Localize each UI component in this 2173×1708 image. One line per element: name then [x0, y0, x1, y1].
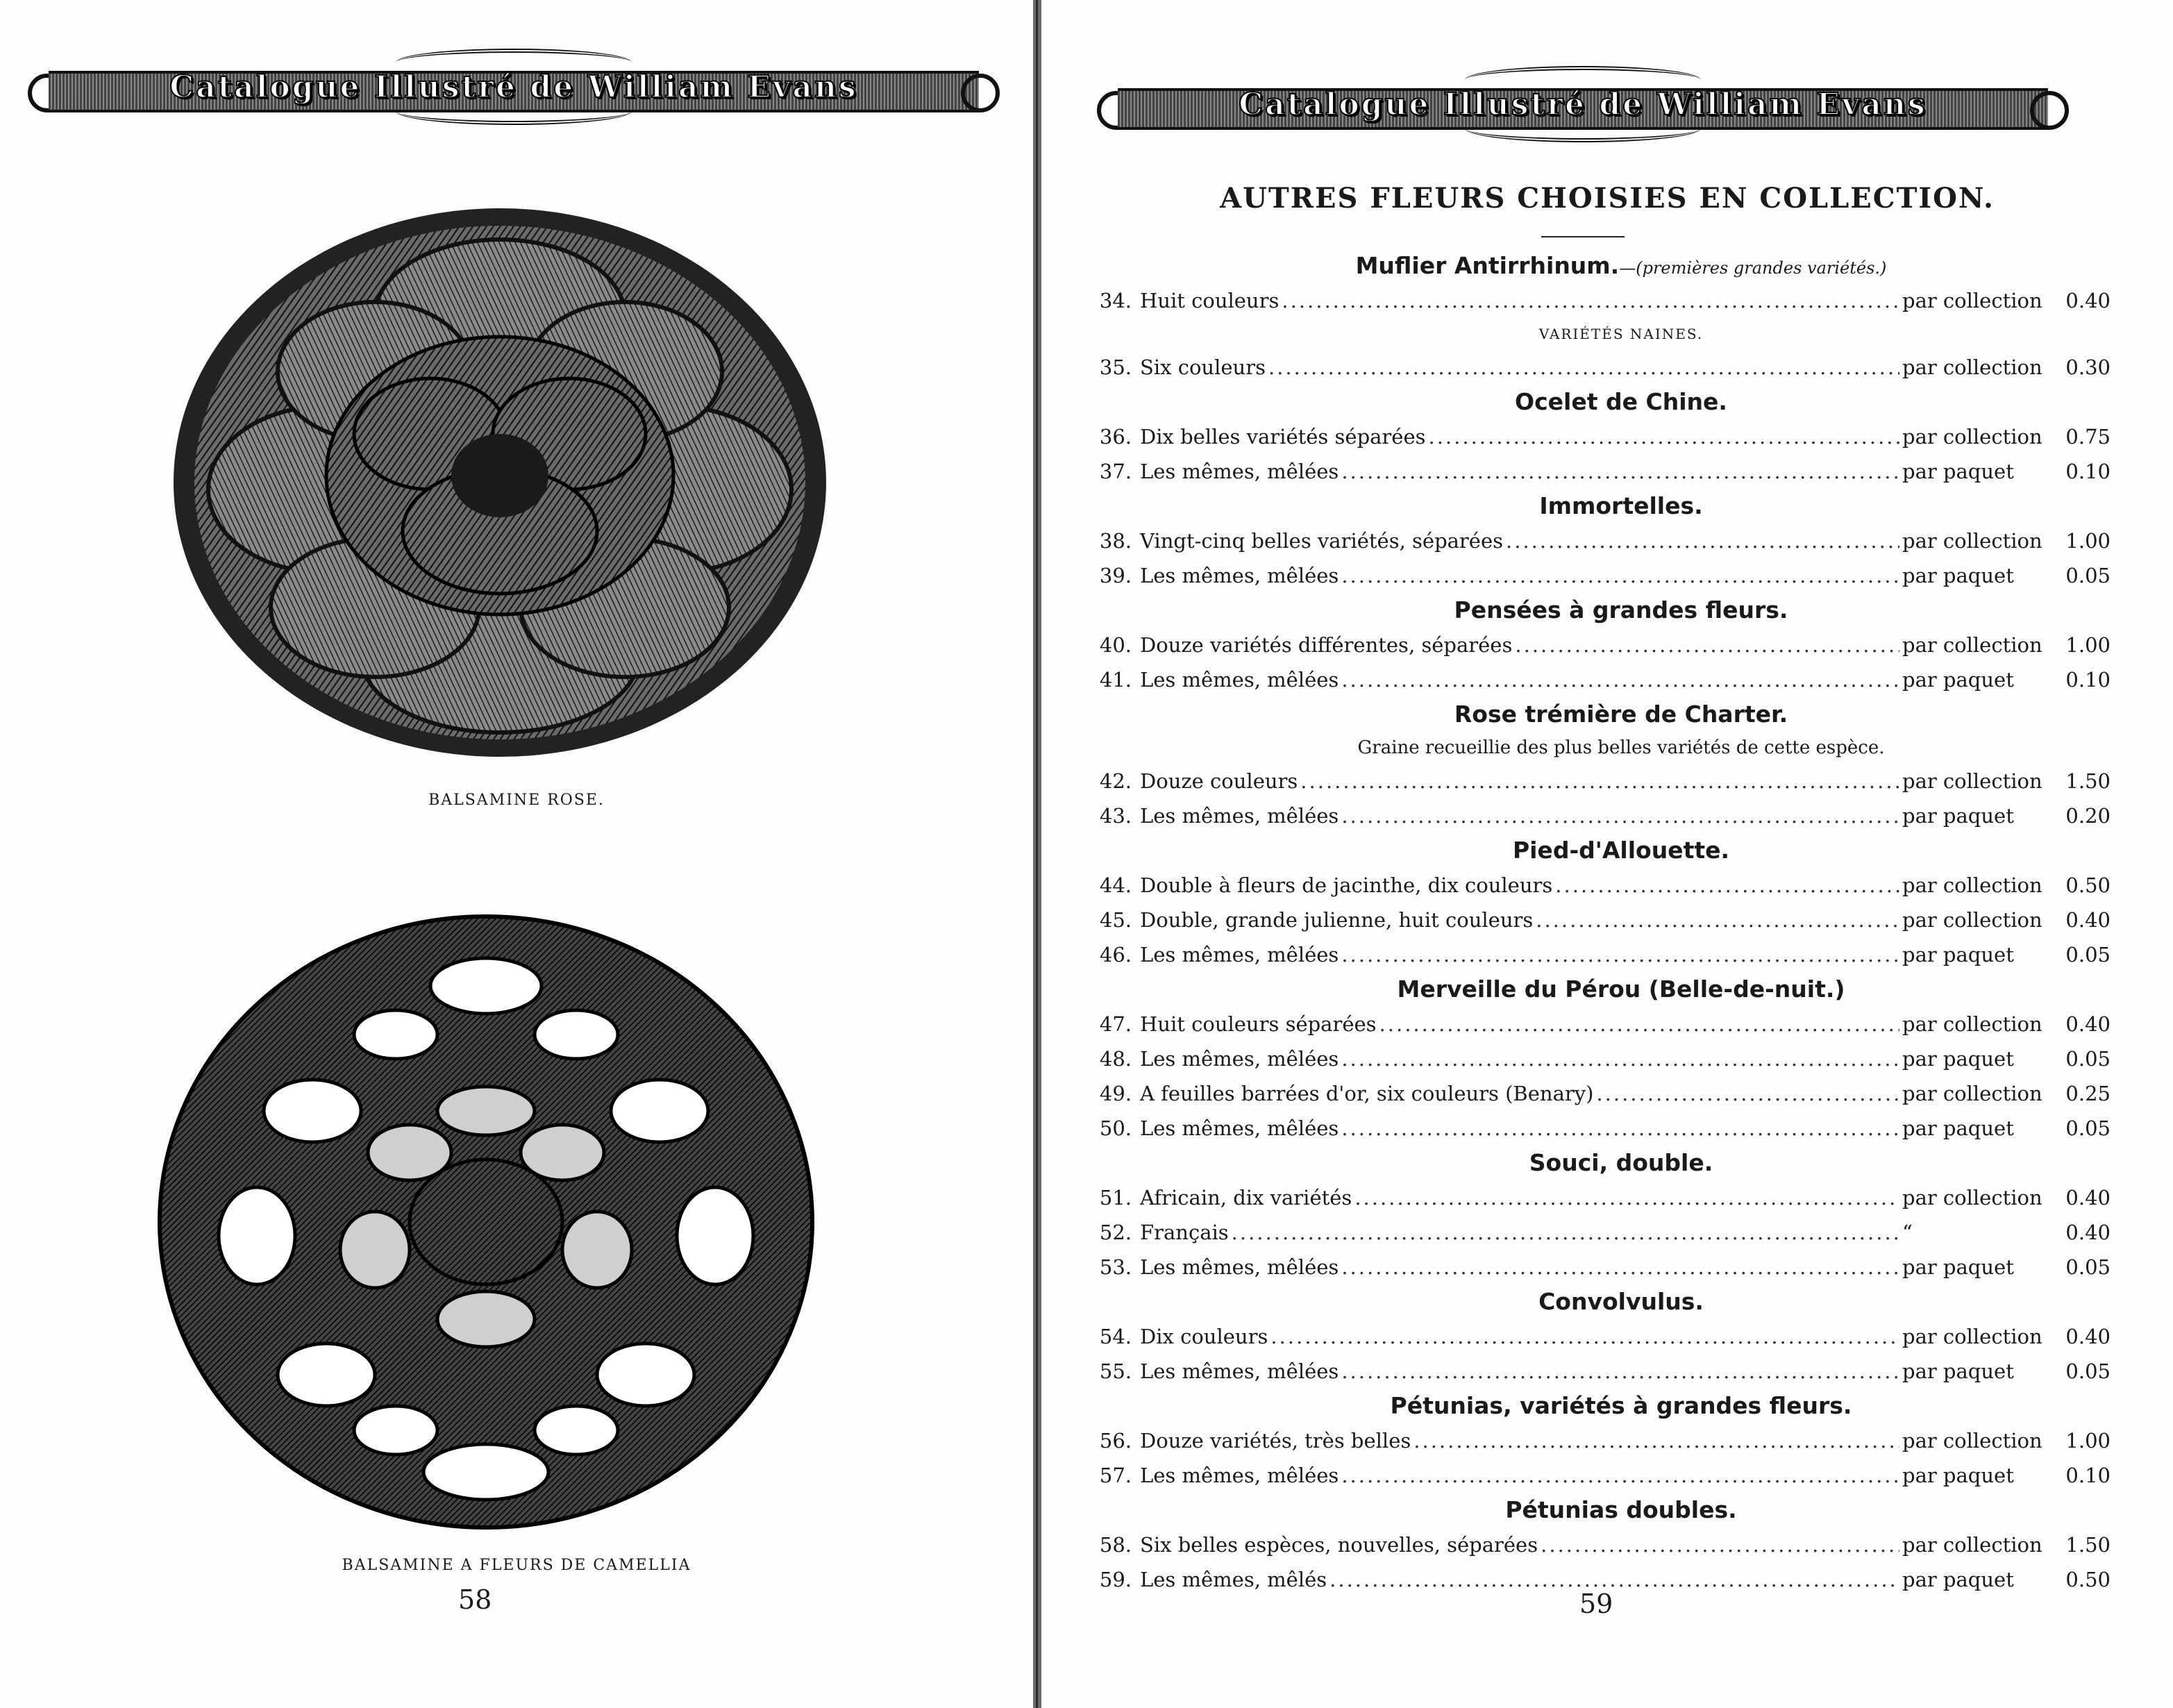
item-number: 40. [1099, 633, 1132, 657]
item-price: 0.05 [2065, 943, 2111, 966]
price-row [1090, 1007, 2111, 1041]
item-number: 37. [1099, 460, 1132, 483]
item-unit: par collection [1902, 1533, 2042, 1557]
item-unit: par collection [1902, 289, 2042, 312]
item-price: 0.05 [2065, 564, 2111, 587]
item-description: Douze variétés différentes, séparées [1140, 633, 1513, 657]
header-title: Catalogue Illustré de William Evans [1239, 86, 1927, 122]
item-price: 0.50 [2065, 873, 2111, 897]
section-heading-text: Merveille du Pérou (Belle-de-nuit.) [1397, 976, 1845, 1003]
item-unit: par collection [1902, 425, 2042, 449]
price-row [1090, 937, 2111, 972]
item-unit: par collection [1902, 633, 2042, 657]
leader-dots [1341, 798, 1899, 833]
balsamine-rose-illustration [167, 198, 833, 767]
item-unit: par collection [1902, 355, 2042, 379]
section-heading [1090, 593, 2111, 628]
section-heading [1090, 833, 2111, 868]
item-number: 51. [1099, 1186, 1132, 1209]
price-row [1090, 1319, 2111, 1354]
item-description: Huit couleurs [1140, 289, 1280, 312]
price-list [1090, 249, 2111, 1597]
item-description: Vingt-cinq belles variétés, séparées [1140, 529, 1503, 553]
section-note: Graine recueillie des plus belles variétés de cette espèce. [1357, 737, 1885, 758]
item-price: 0.30 [2065, 355, 2111, 379]
price-row [1090, 283, 2111, 318]
price-row [1090, 1423, 2111, 1458]
book-gutter [1033, 0, 1041, 1708]
leader-dots [1536, 903, 1899, 937]
section-heading [1090, 489, 2111, 524]
section-note: VARIÉTÉS NAINES. [1538, 326, 1704, 342]
item-number: 47. [1099, 1012, 1132, 1036]
section-heading-text: Pétunias, variétés à grandes fleurs. [1390, 1392, 1852, 1419]
section-heading-text: Rose trémière de Charter. [1454, 701, 1788, 728]
item-description: Les mêmes, mêlées [1140, 1359, 1339, 1383]
item-unit: par paquet [1902, 1568, 2014, 1591]
item-unit: par collection [1902, 1429, 2042, 1452]
item-description: Dix belles variétés séparées [1140, 425, 1426, 449]
leader-dots [1555, 868, 1899, 903]
item-unit: par collection [1902, 908, 2042, 932]
item-description: Six couleurs [1140, 355, 1266, 379]
section-heading-text: Pétunias doubles. [1505, 1496, 1737, 1523]
price-row [1090, 454, 2111, 489]
item-description: Les mêmes, mêlées [1140, 1047, 1339, 1071]
page-number-left: 58 [458, 1584, 492, 1615]
price-row [1090, 1076, 2111, 1111]
item-description: Double, grande julienne, huit couleurs [1140, 908, 1534, 932]
item-price: 0.40 [2065, 1221, 2111, 1244]
section-heading-text: Pensées à grandes fleurs. [1454, 596, 1788, 623]
item-description: Les mêmes, mêlées [1140, 804, 1339, 828]
leader-dots [1329, 1562, 1899, 1597]
item-description: Les mêmes, mêlées [1140, 460, 1339, 483]
item-unit: par paquet [1902, 460, 2014, 483]
item-number: 36. [1099, 425, 1132, 449]
item-price: 0.10 [2065, 668, 2111, 692]
price-row [1090, 1180, 2111, 1215]
header-banner [1097, 66, 2069, 142]
page-title: AUTRES FLEURS CHOISIES EN COLLECTION. [1220, 182, 1995, 215]
leader-dots [1541, 1527, 1899, 1562]
price-row [1090, 1250, 2111, 1284]
item-price: 0.10 [2065, 460, 2111, 483]
leader-dots [1429, 419, 1900, 454]
leader-dots [1341, 1041, 1899, 1076]
item-number: 41. [1099, 668, 1132, 692]
section-heading-text: Ocelet de Chine. [1515, 388, 1727, 415]
item-unit: par paquet [1902, 943, 2014, 966]
leader-dots [1341, 1458, 1899, 1493]
price-row [1090, 798, 2111, 833]
item-unit: par paquet [1902, 564, 2014, 587]
item-unit: par collection [1902, 529, 2042, 553]
balsamine-camellia-illustration [146, 903, 826, 1541]
item-number: 46. [1099, 943, 1132, 966]
leader-dots [1341, 1354, 1899, 1389]
item-price: 0.50 [2065, 1568, 2111, 1591]
section-heading-text: Immortelles. [1539, 492, 1703, 519]
item-description: Dix couleurs [1140, 1325, 1268, 1348]
section-heading [1090, 697, 2111, 732]
item-description: Les mêmes, mêlées [1140, 1116, 1339, 1140]
price-row [1090, 419, 2111, 454]
item-unit: par paquet [1902, 1464, 2014, 1487]
header-banner [28, 49, 1000, 125]
item-description: Huit couleurs séparées [1140, 1012, 1377, 1036]
price-row [1090, 1458, 2111, 1493]
item-price: 0.40 [2065, 289, 2111, 312]
item-number: 48. [1099, 1047, 1132, 1071]
item-price: 1.50 [2065, 1533, 2111, 1557]
item-number: 58. [1099, 1533, 1132, 1557]
section-subtitle: —(premières grandes variétés.) [1619, 258, 1887, 278]
section-heading [1090, 1389, 2111, 1423]
item-unit: par paquet [1902, 668, 2014, 692]
item-description: Les mêmes, mêlées [1140, 943, 1339, 966]
price-row [1090, 662, 2111, 697]
title-rule [1541, 236, 1625, 237]
item-price: 0.25 [2065, 1082, 2111, 1105]
item-price: 0.05 [2065, 1359, 2111, 1383]
price-row [1090, 1215, 2111, 1250]
item-number: 56. [1099, 1429, 1132, 1452]
item-number: 50. [1099, 1116, 1132, 1140]
item-unit: par paquet [1902, 1255, 2014, 1279]
section-heading [1090, 1146, 2111, 1180]
leader-dots [1268, 350, 1899, 385]
item-unit: par collection [1902, 1082, 2042, 1105]
leader-dots [1341, 454, 1899, 489]
caption-balsamine-camellia: BALSAMINE A FLEURS DE CAMELLIA [342, 1557, 691, 1574]
item-unit: “ [1902, 1221, 1913, 1244]
item-number: 42. [1099, 769, 1132, 793]
item-unit: par collection [1902, 1186, 2042, 1209]
item-number: 59. [1099, 1568, 1132, 1591]
section-heading [1090, 385, 2111, 419]
section-heading-text: Muflier Antirrhinum. [1355, 252, 1620, 279]
item-price: 0.05 [2065, 1116, 2111, 1140]
scroll-ornament-right [2030, 91, 2069, 130]
section-heading [1090, 1493, 2111, 1527]
price-row [1090, 764, 2111, 798]
item-price: 0.40 [2065, 908, 2111, 932]
item-unit: par collection [1902, 1325, 2042, 1348]
item-number: 52. [1099, 1221, 1132, 1244]
item-description: Les mêmes, mêlées [1140, 668, 1339, 692]
item-price: 0.75 [2065, 425, 2111, 449]
header-title: Catalogue Illustré de William Evans [169, 69, 858, 105]
item-description: Les mêmes, mêlés [1140, 1568, 1327, 1591]
price-row [1090, 1354, 2111, 1389]
leader-dots [1506, 524, 1899, 558]
item-description: Six belles espèces, nouvelles, séparées [1140, 1533, 1538, 1557]
price-row [1090, 868, 2111, 903]
page-number-right: 59 [1579, 1589, 1613, 1619]
item-unit: par paquet [1902, 1047, 2014, 1071]
leader-dots [1379, 1007, 1899, 1041]
item-number: 39. [1099, 564, 1132, 587]
item-number: 53. [1099, 1255, 1132, 1279]
leader-dots [1300, 764, 1899, 798]
item-number: 57. [1099, 1464, 1132, 1487]
item-description: Les mêmes, mêlées [1140, 564, 1339, 587]
item-price: 1.00 [2065, 633, 2111, 657]
section-heading-text: Souci, double. [1529, 1149, 1713, 1176]
leader-dots [1341, 1250, 1899, 1284]
price-row [1090, 1527, 2111, 1562]
price-row [1090, 903, 2111, 937]
item-number: 34. [1099, 289, 1132, 312]
price-row [1090, 350, 2111, 385]
item-unit: par collection [1902, 769, 2042, 793]
price-row [1090, 1111, 2111, 1146]
item-description: Les mêmes, mêlées [1140, 1464, 1339, 1487]
item-price: 0.40 [2065, 1012, 2111, 1036]
item-price: 0.05 [2065, 1047, 2111, 1071]
item-description: Double à fleurs de jacinthe, dix couleurs [1140, 873, 1553, 897]
leader-dots [1232, 1215, 1899, 1250]
item-number: 54. [1099, 1325, 1132, 1348]
item-price: 0.40 [2065, 1186, 2111, 1209]
left-page [0, 0, 1033, 1708]
item-number: 44. [1099, 873, 1132, 897]
item-price: 0.05 [2065, 1255, 2111, 1279]
item-unit: par paquet [1902, 1116, 2014, 1140]
item-description: Les mêmes, mêlées [1140, 1255, 1339, 1279]
price-row [1090, 628, 2111, 662]
item-number: 38. [1099, 529, 1132, 553]
price-row [1090, 1041, 2111, 1076]
leader-dots [1341, 1111, 1899, 1146]
item-number: 49. [1099, 1082, 1132, 1105]
item-price: 0.20 [2065, 804, 2111, 828]
price-row [1090, 524, 2111, 558]
item-description: A feuilles barrées d'or, six couleurs (Benary) [1140, 1082, 1594, 1105]
section-heading [1090, 1284, 2111, 1319]
leader-dots [1341, 662, 1899, 697]
item-price: 1.50 [2065, 769, 2111, 793]
item-description: Douze couleurs [1140, 769, 1298, 793]
caption-balsamine-rose: BALSAMINE ROSE. [428, 792, 605, 809]
right-page [1041, 0, 2173, 1708]
leader-dots [1341, 937, 1899, 972]
section-heading-text: Convolvulus. [1538, 1288, 1704, 1315]
item-number: 45. [1099, 908, 1132, 932]
leader-dots [1341, 558, 1899, 593]
section-heading-text: Pied-d'Allouette. [1512, 837, 1730, 864]
item-description: Africain, dix variétés [1140, 1186, 1352, 1209]
item-number: 55. [1099, 1359, 1132, 1383]
item-description: Français [1140, 1221, 1229, 1244]
item-price: 0.10 [2065, 1464, 2111, 1487]
price-row [1090, 558, 2111, 593]
leader-dots [1354, 1180, 1899, 1215]
scroll-ornament-right [961, 74, 1000, 112]
item-number: 35. [1099, 355, 1132, 379]
item-unit: par paquet [1902, 804, 2014, 828]
item-price: 0.40 [2065, 1325, 2111, 1348]
leader-dots [1413, 1423, 1899, 1458]
item-description: Douze variétés, très belles [1140, 1429, 1411, 1452]
leader-dots [1596, 1076, 1899, 1111]
section-heading [1090, 249, 2111, 283]
item-unit: par collection [1902, 1012, 2042, 1036]
leader-dots [1282, 283, 1899, 318]
item-unit: par collection [1902, 873, 2042, 897]
item-price: 1.00 [2065, 1429, 2111, 1452]
item-number: 43. [1099, 804, 1132, 828]
leader-dots [1270, 1319, 1899, 1354]
leader-dots [1515, 628, 1899, 662]
item-price: 1.00 [2065, 529, 2111, 553]
item-unit: par paquet [1902, 1359, 2014, 1383]
section-heading [1090, 972, 2111, 1007]
